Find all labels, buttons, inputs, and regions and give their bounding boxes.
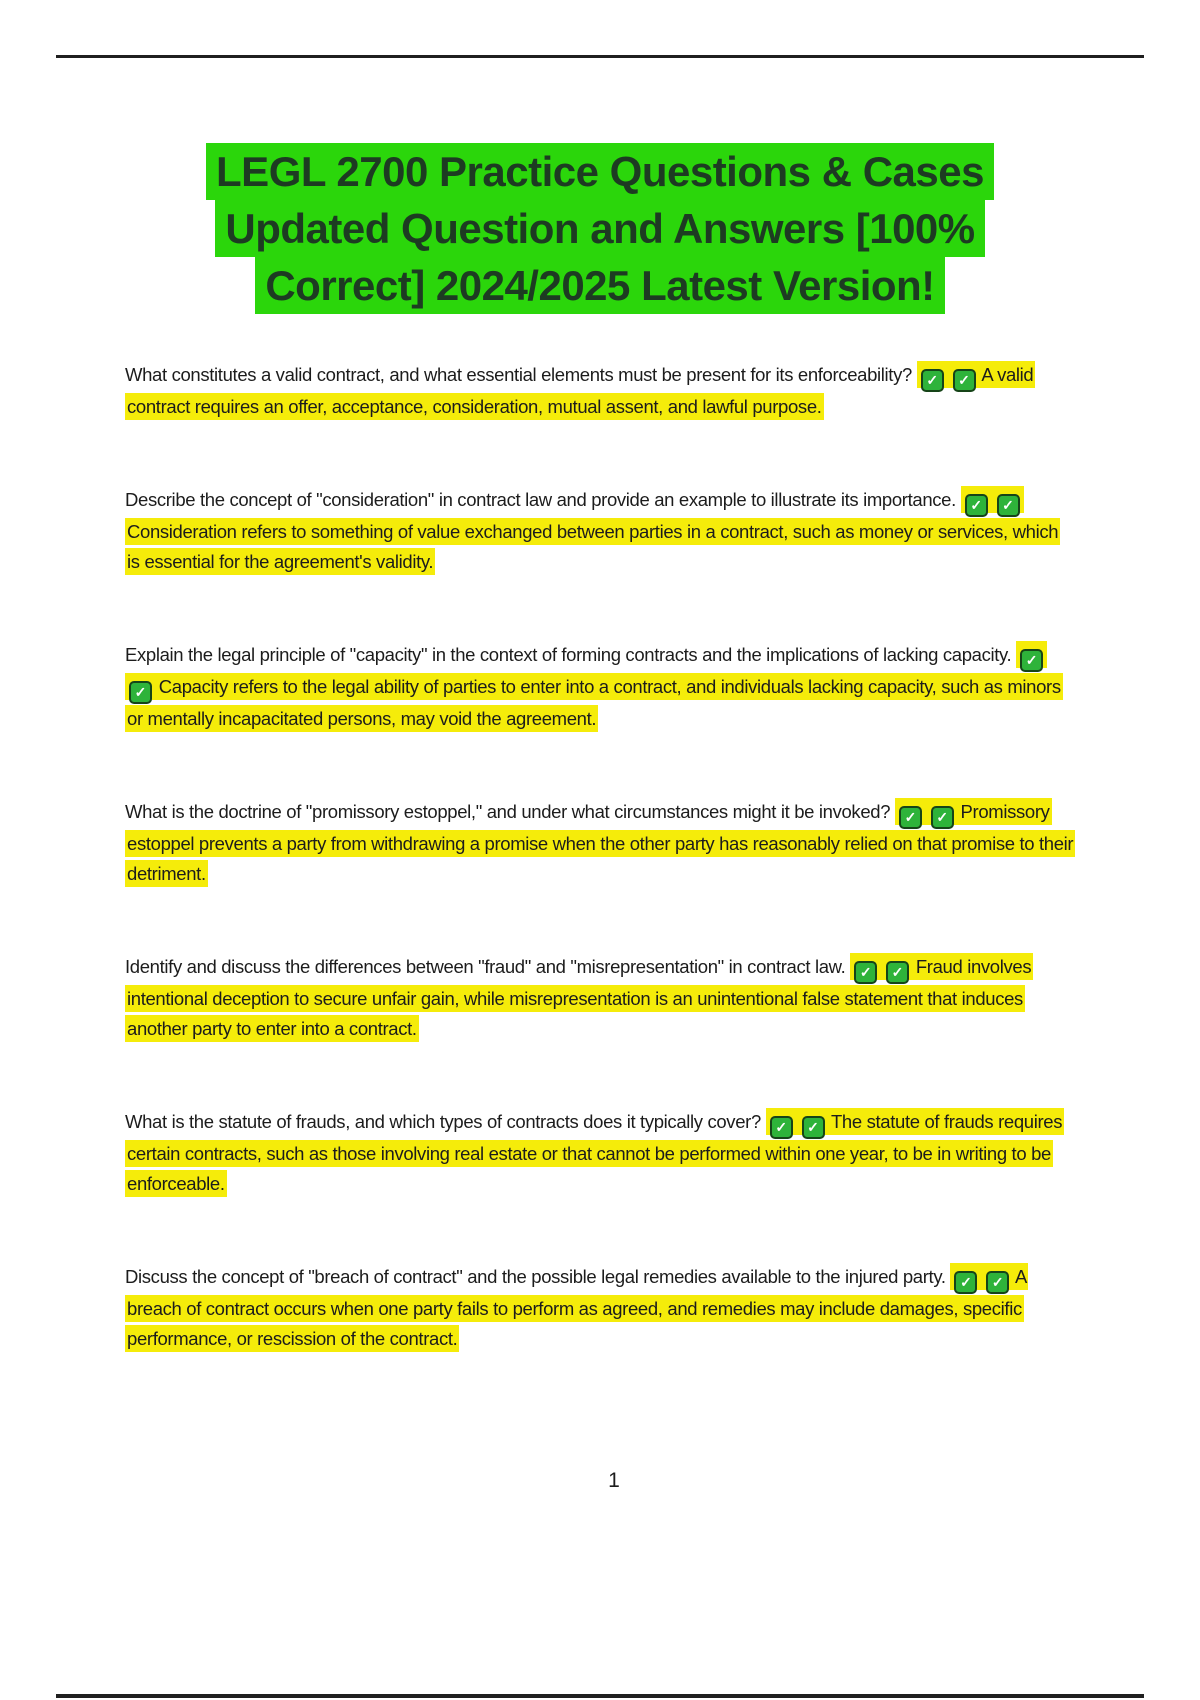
check-icon: ✓	[921, 369, 944, 392]
check-icon: ✓	[997, 494, 1020, 517]
question-text: Explain the legal principle of "capacity" in the context of forming contracts and the implications of lacking capacity.	[125, 644, 1012, 665]
page-content	[125, 0, 1075, 1417]
document-title	[125, 143, 1075, 314]
title-highlight: LEGL 2700 Practice Questions & Cases	[206, 143, 994, 200]
question-text: What is the statute of frauds, and which types of contracts does it typically cover?	[125, 1111, 761, 1132]
check-icon: ✓	[854, 961, 877, 984]
question-text: Identify and discuss the differences between "fraud" and "misrepresentation" in contract law.	[125, 956, 846, 977]
qa-block	[125, 1107, 1075, 1199]
check-icon: ✓	[954, 1271, 977, 1294]
qa-block	[125, 360, 1075, 422]
bottom-rule-line	[56, 1694, 1144, 1698]
question-text: What is the doctrine of "promissory estoppel," and under what circumstances might it be invoked?	[125, 801, 891, 822]
answer-text: Consideration refers to something of value exchanged between parties in a contract, such as money or services, which is essential for the agreement's validity.	[127, 521, 1059, 572]
answer-text: Promissory estoppel prevents a party from withdrawing a promise when the other party has reasonably relied on that promise to their detriment.	[127, 801, 1074, 884]
check-icon: ✓	[802, 1116, 825, 1139]
answer-text: Capacity refers to the legal ability of parties to enter into a contract, and individuals lacking capacity, such as minors or mentally incapacitated persons, may void the agreement.	[127, 676, 1061, 729]
check-icon: ✓	[965, 494, 988, 517]
answer-text: A valid contract requires an offer, acceptance, consideration, mutual assent, and lawful purpose.	[127, 364, 1034, 417]
page-number: 1	[608, 1469, 620, 1492]
title-highlight: Correct] 2024/2025 Latest Version!	[255, 257, 944, 314]
qa-list	[125, 360, 1075, 1354]
check-icon: ✓	[1020, 649, 1043, 672]
check-icon: ✓	[770, 1116, 793, 1139]
check-icon: ✓	[886, 961, 909, 984]
title-highlight: Updated Question and Answers [100%	[215, 200, 984, 257]
answer-text: The statute of frauds requires certain contracts, such as those involving real estate or that cannot be performed within one year, to be in writing to be enforceable.	[127, 1111, 1063, 1194]
document-title-line	[125, 143, 1075, 200]
answer-text: A breach of contract occurs when one party fails to perform as agreed, and remedies may include damages, specific performance, or rescission of the contract.	[127, 1266, 1027, 1349]
qa-block	[125, 952, 1075, 1044]
check-icon: ✓	[953, 369, 976, 392]
qa-block	[125, 1262, 1075, 1354]
question-text: Discuss the concept of "breach of contract" and the possible legal remedies available to the injured party.	[125, 1266, 946, 1287]
check-icon: ✓	[899, 806, 922, 829]
qa-block	[125, 640, 1075, 734]
question-text: Describe the concept of "consideration" in contract law and provide an example to illustrate its importance.	[125, 489, 956, 510]
document-title-line	[125, 200, 1075, 257]
check-icon: ✓	[129, 681, 152, 704]
check-icon: ✓	[986, 1271, 1009, 1294]
document-title-line	[125, 257, 1075, 314]
qa-block	[125, 797, 1075, 889]
question-text: What constitutes a valid contract, and what essential elements must be present for its enforceability?	[125, 364, 912, 385]
answer-text: Fraud involves intentional deception to secure unfair gain, while misrepresentation is an unintentional false statement that induces another party to enter into a contract.	[127, 956, 1032, 1039]
check-icon: ✓	[931, 806, 954, 829]
qa-block	[125, 485, 1075, 577]
